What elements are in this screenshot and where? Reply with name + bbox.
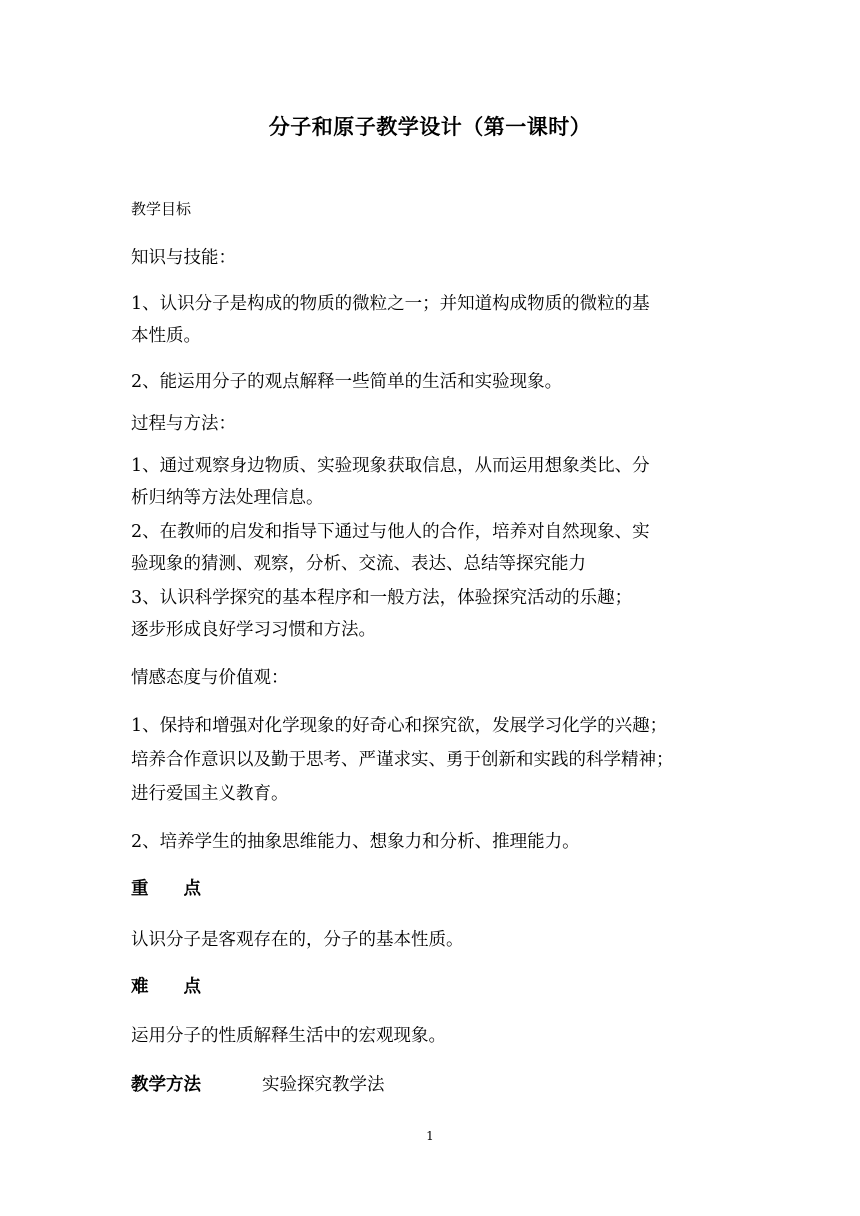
knowledge-item-2: 2、能运用分子的观点解释一些简单的生活和实验现象。 [131, 372, 563, 392]
process-item-3-line-1: 3、认识科学探究的基本程序和一般方法，体验探究活动的乐趣； [131, 588, 633, 608]
key-point-label: 重点 [131, 879, 236, 899]
page-number: 1 [426, 1129, 434, 1143]
process-heading: 过程与方法： [131, 414, 236, 434]
difficulty-text: 运用分子的性质解释生活中的宏观现象。 [131, 1026, 446, 1046]
teaching-method-label: 教学方法 [131, 1075, 201, 1095]
document-title: 分子和原子教学设计（第一课时） [268, 115, 592, 139]
process-item-1-line-2: 析归纳等方法处理信息。 [131, 488, 324, 508]
emotion-item-2: 2、培养学生的抽象思维能力、想象力和分析、推理能力。 [131, 832, 580, 852]
key-point-text: 认识分子是客观存在的，分子的基本性质。 [131, 930, 464, 950]
process-item-2-line-2: 验现象的猜测、观察，分析、交流、表达、总结等探究能力 [131, 554, 586, 574]
emotion-item-1-line-3: 进行爱国主义教育。 [131, 784, 289, 804]
process-item-1-line-1: 1、通过观察身边物质、实验现象获取信息，从而运用想象类比、分 [131, 456, 650, 476]
emotion-item-1-line-2: 培养合作意识以及勤于思考、严谨求实、勇于创新和实践的科学精神； [131, 750, 674, 770]
emotion-item-1-line-1: 1、保持和增强对化学现象的好奇心和探究欲，发展学习化学的兴趣； [131, 716, 668, 736]
knowledge-item-1-line-2: 本性质。 [131, 326, 201, 346]
process-item-2-line-1: 2、在教师的启发和指导下通过与他人的合作，培养对自然现象、实 [131, 522, 650, 542]
objectives-heading: 教学目标 [131, 200, 192, 218]
process-item-3-line-2: 逐步形成良好学习习惯和方法。 [131, 620, 376, 640]
knowledge-item-1-line-1: 1、认识分子是构成的物质的微粒之一；并知道构成物质的微粒的基 [131, 294, 650, 314]
teaching-method-value: 实验探究教学法 [262, 1075, 385, 1095]
difficulty-label: 难点 [131, 977, 236, 997]
knowledge-heading: 知识与技能： [131, 248, 236, 268]
emotion-heading: 情感态度与价值观： [131, 668, 289, 688]
